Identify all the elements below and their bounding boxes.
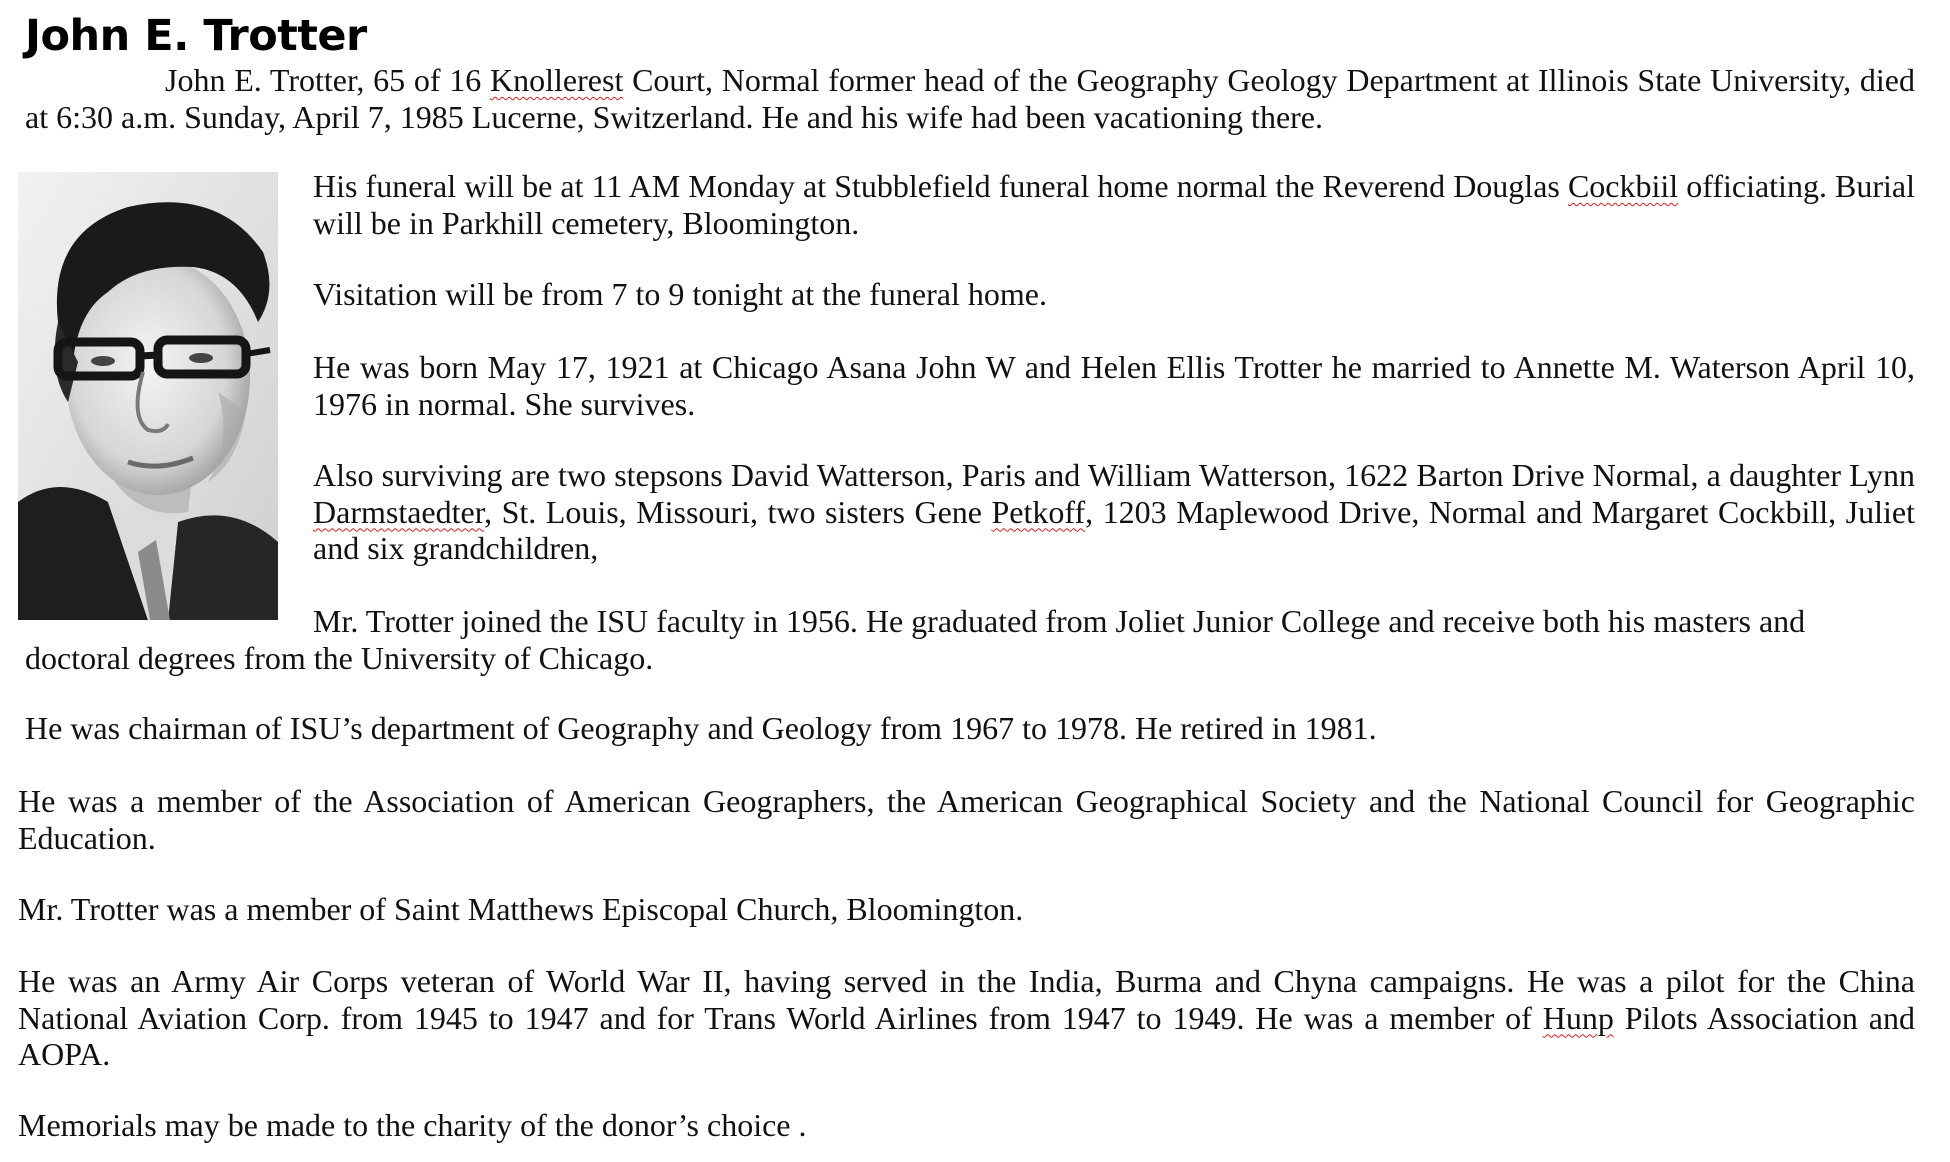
paragraph-faculty: Mr. Trotter joined the ISU faculty in 1956. He graduated from Joliet Junior College and receive both his masters and doctoral degrees from the University of Chicago. bbox=[25, 603, 1806, 676]
paragraph-chairman: He was chairman of ISU’s department of Geography and Geology from 1967 to 1978. He retired in 1981. bbox=[25, 710, 1377, 746]
paragraph-church: Mr. Trotter was a member of Saint Matthews Episcopal Church, Bloomington. bbox=[18, 891, 1024, 927]
document-title: John E. Trotter bbox=[25, 11, 367, 61]
spellcheck-word: Hunp bbox=[1542, 999, 1614, 1036]
paragraph-memorials: Memorials may be made to the charity of the donor’s choice . bbox=[18, 1107, 807, 1143]
paragraph-intro: John E. Trotter, 65 of 16 Knollerest Court, Normal former head of the Geography Geology Department at Illinois State University, died at 6:30 a.m. Sunday, April 7, 1985 Lucerne, Switzerland. He and his wife had been vacationing there. bbox=[25, 62, 1916, 135]
paragraph-army: He was an Army Air Corps veteran of World War II, having served in the India, Burma and Chyna campaigns. He was a pilot for the China National Aviation Corp. from 1945 to 1947 and for Trans World Airlines from 1947 to 1949. He was a member of Hunp Pilots Association and AOPA. bbox=[18, 963, 1916, 1072]
spellcheck-word: Knollerest bbox=[490, 62, 624, 98]
paragraph-member: He was a member of the Association of American Geographers, the American Geographical Society and the National Council for Geographic Education. bbox=[18, 783, 1915, 856]
paragraph-visitation: Visitation will be from 7 to 9 tonight at the funeral home. bbox=[313, 276, 1047, 312]
spellcheck-word: Cockbiil bbox=[1567, 168, 1679, 204]
spellcheck-word: Petkoff bbox=[991, 493, 1086, 530]
spellcheck-word: Darmstaedter bbox=[313, 493, 485, 530]
portrait-photo bbox=[18, 172, 278, 620]
paragraph-born: He was born May 17, 1921 at Chicago Asana John W and Helen Ellis Trotter he married to Annette M. Waterson April 10, 1976 in normal. She survives. bbox=[313, 349, 1915, 422]
paragraph-funeral: His funeral will be at 11 AM Monday at Stubblefield funeral home normal the Reverend Douglas Cockbiil officiating. Burial will be in Parkhill cemetery, Bloomington. bbox=[313, 168, 1916, 241]
paragraph-surviving: Also surviving are two stepsons David Watterson, Paris and William Watterson, 1622 Barton Drive Normal, a daughter Lynn Darmstaedter, St. Louis, Missouri, two sisters Gene Petkoff, 1203 Maplewood Drive, Normal and Margaret Cockbill, Juliet and six grandchildren, bbox=[313, 457, 1915, 566]
